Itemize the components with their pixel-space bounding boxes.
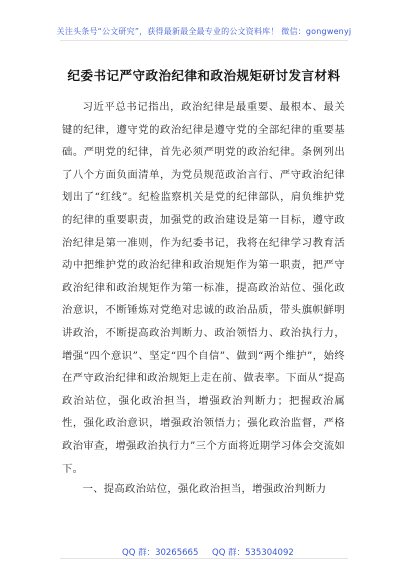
body-paragraph: 习近平总书记指出，政治纪律是最重要、最根本、最关键的纪律，遵守党的政治纪律是遵守党的全部纪律的重要基础。严明党的纪律，首先必须严明党的政治纪律。条例列出了八个方面负面清单，为党员规范政治言行、严守政治纪律划出了“红线”。纪检监察机关是党的纪律部队，肩负维护党的纪律的重要职责，加强党的政治建设是第一目标，遵守政治纪律是第一准则，作为纪委书记，我将在纪律学习教育活动中把维护党的政治纪律和政治规矩作为第一职责，把严守政治纪律和政治规矩作为第一标准，提高政治站位、强化政治意识，不断锤炼对党绝对忠诚的政治品质，带头旗帜鲜明讲政治，不断提高政治判断力、政治领悟力、政治执行力，增强“四个意识”、坚定“四个自信”、做到“两个维护”，始终在严守政治纪律和政治规矩上走在前、做表率。下面从“提高政治站位，强化政治担当，增强政治判断力；把握政治属性，强化政治意识，增强政治领悟力；强化政治监督，严格政治审查，增强政治执行力”三个方面将近期学习体会交流如下。 (62, 101, 345, 475)
footer-qq-group-2: QQ 群：535304092 (212, 548, 294, 558)
header-divider (60, 40, 348, 41)
document-title: 纪委书记严守政治纪律和政治规矩研讨发言材料 (67, 68, 341, 83)
header-banner: 关注头条号“公文研究”，获得最新最全最专业的公文资料库！ 微信：gongwenyj (56, 27, 352, 36)
footer-qq-group-1: QQ 群：30265665 (122, 548, 199, 558)
section-heading: 一、提高政治站位，强化政治担当，增强政治判断力 (82, 483, 327, 495)
footer-divider (60, 558, 348, 559)
